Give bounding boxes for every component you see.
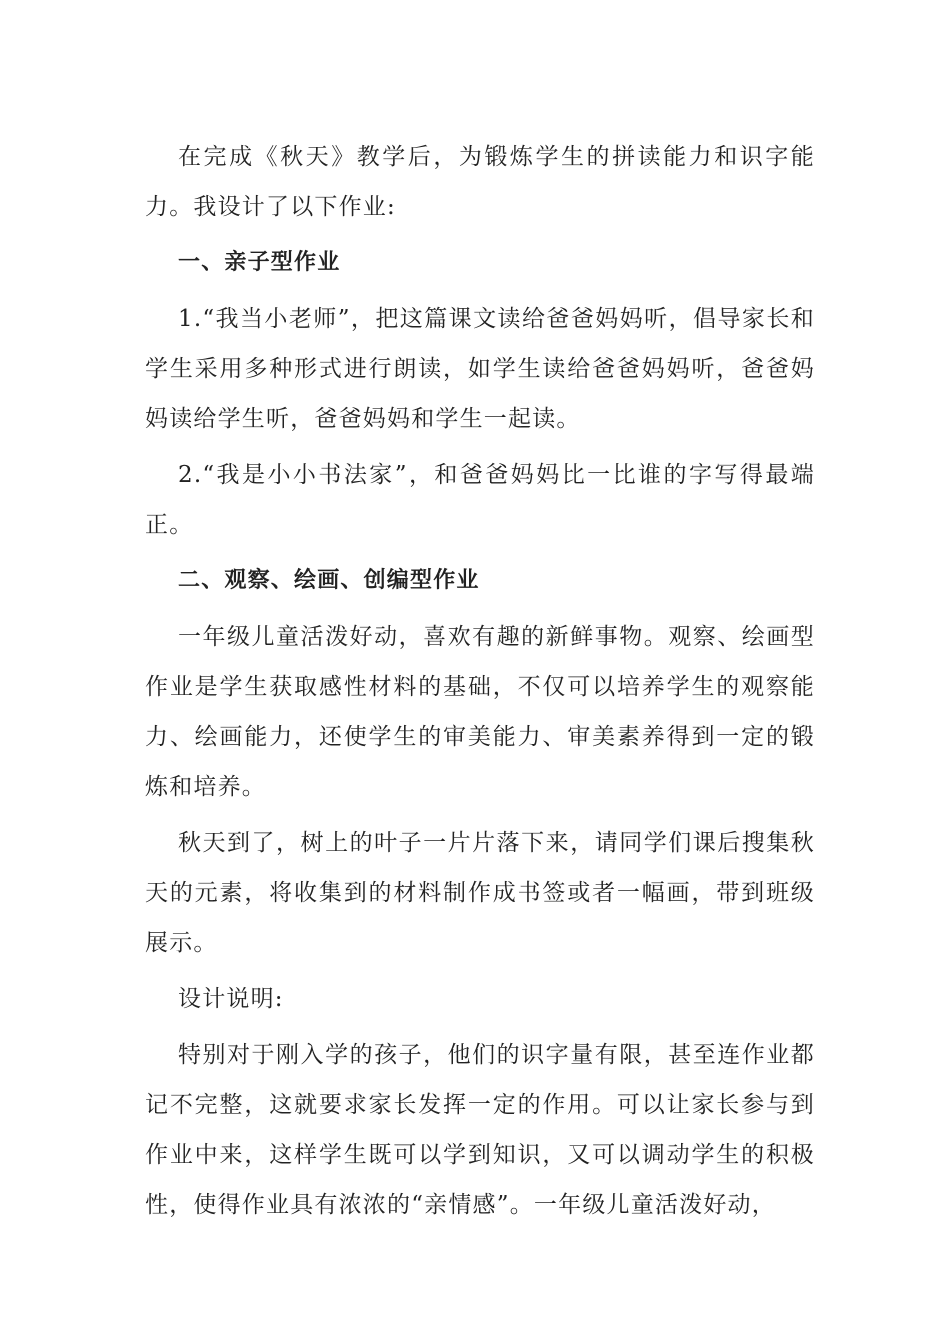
document-body (145, 132, 815, 1236)
design-note-label: 设计说明: (178, 986, 284, 1012)
body-paragraph-design-note: 特别对于刚入学的孩子，他们的识字量有限，甚至连作业都记不完整，这就要求家长发挥一定的作用。可以让家长参与到作业中来，这样学生既可以学到知识，又可以调动学生的积极性，使得作业具有浓浓的“亲情感”。一年级儿童活泼好动， (145, 1042, 815, 1218)
item-paragraph-2: 2.“我是小小书法家”，和爸爸妈妈比一比谁的字写得最端正。 (145, 462, 815, 538)
body-paragraph-observe: 一年级儿童活泼好动，喜欢有趣的新鲜事物。观察、绘画型作业是学生获取感性材料的基础，不仅可以培养学生的观察能力、绘画能力，还使学生的审美能力、审美素养得到一定的锻炼和培养。 (145, 624, 815, 800)
body-paragraph-autumn: 秋天到了，树上的叶子一片片落下来，请同学们课后搜集秋天的元素，将收集到的材料制作成书签或者一幅画，带到班级展示。 (145, 830, 815, 956)
section-heading-parent-child: 一、亲子型作业 (178, 250, 341, 275)
section-heading-observe-draw: 二、观察、绘画、创编型作业 (178, 568, 480, 593)
item-paragraph-1: 1.“我当小老师”，把这篇课文读给爸爸妈妈听，倡导家长和学生采用多种形式进行朗读，如学生读给爸爸妈妈听，爸爸妈妈读给学生听，爸爸妈妈和学生一起读。 (145, 306, 815, 432)
intro-paragraph: 在完成《秋天》教学后，为锻炼学生的拼读能力和识字能力。我设计了以下作业: (145, 144, 815, 220)
